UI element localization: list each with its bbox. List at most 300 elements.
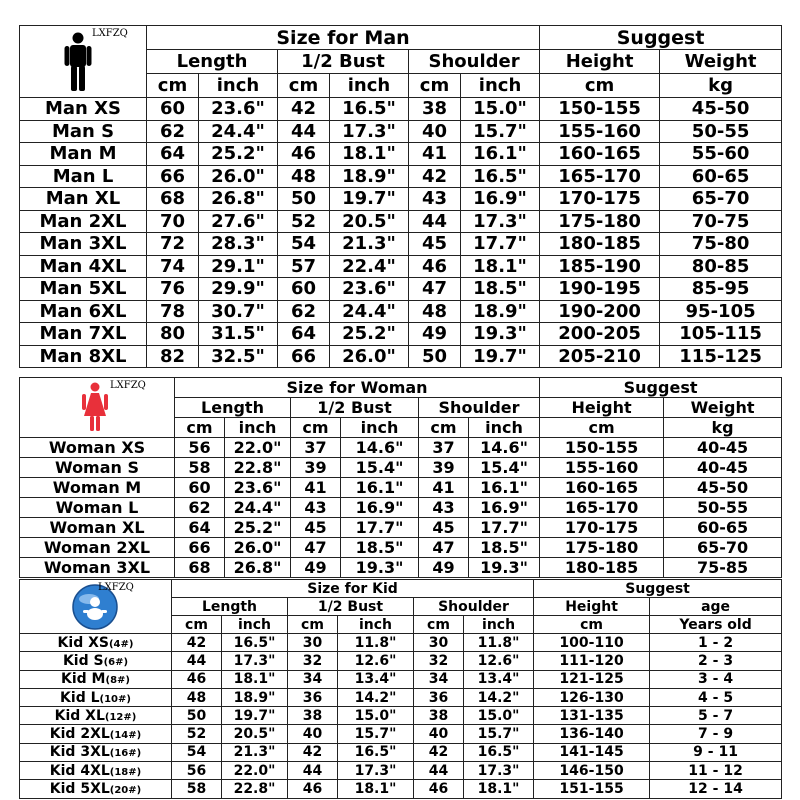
measurement-cell: 16.5" [461, 165, 540, 188]
measurement-cell: 48 [409, 300, 461, 323]
measurement-cell: 60 [147, 98, 199, 121]
kid-group-header: Length [172, 598, 288, 616]
measurement-cell: 24.4" [225, 498, 291, 518]
table-row [20, 558, 782, 578]
size-label [20, 780, 172, 798]
measurement-cell: 40-45 [664, 458, 782, 478]
measurement-cell: 41 [419, 478, 469, 498]
measurement-cell: 80 [147, 323, 199, 346]
man-title: Size for Man [147, 26, 540, 50]
measurement-cell: 66 [147, 165, 199, 188]
table-row [20, 743, 782, 761]
unit-header: kg [664, 418, 782, 438]
measurement-cell: 11.8" [464, 634, 534, 652]
size-label [20, 98, 147, 121]
measurement-cell: 165-170 [540, 165, 660, 188]
size-name: Woman XL [49, 518, 145, 537]
size-label [20, 634, 172, 652]
size-label [20, 707, 172, 725]
measurement-cell: 58 [175, 458, 225, 478]
kid-size-rows [20, 634, 782, 799]
measurement-cell: 60-65 [660, 165, 782, 188]
measurement-cell: 62 [147, 120, 199, 143]
size-label [20, 188, 147, 211]
size-name: Woman 2XL [43, 538, 151, 557]
measurement-cell: 16.9" [461, 188, 540, 211]
woman-group-header: Height [540, 398, 664, 418]
size-label [20, 143, 147, 166]
measurement-cell: 45 [409, 233, 461, 256]
measurement-cell: 62 [278, 300, 330, 323]
woman-logo-cell [20, 378, 175, 438]
measurement-cell: 55-60 [660, 143, 782, 166]
size-name: Man 6XL [39, 300, 127, 322]
size-name: Man L [52, 165, 114, 187]
measurement-cell: 38 [409, 98, 461, 121]
measurement-cell: 80-85 [660, 255, 782, 278]
measurement-cell: 49 [419, 558, 469, 578]
brand-label: LXFZQ [110, 380, 146, 391]
size-name: Kid S [62, 652, 104, 669]
size-name: Man 7XL [39, 323, 127, 345]
measurement-cell: 205-210 [540, 345, 660, 368]
size-name: Man S [51, 120, 115, 142]
measurement-cell: 190-195 [540, 278, 660, 301]
measurement-cell: 30 [414, 634, 464, 652]
unit-header: inch [461, 74, 540, 98]
measurement-cell: 146-150 [534, 762, 650, 780]
size-name: Man 8XL [39, 345, 127, 367]
measurement-cell: 18.5" [341, 538, 419, 558]
woman-suggest-title: Suggest [540, 378, 782, 398]
measurement-cell: 41 [291, 478, 341, 498]
table-row [20, 323, 782, 346]
kid-size-table [19, 579, 782, 799]
size-label [20, 743, 172, 761]
measurement-cell: 68 [147, 188, 199, 211]
measurement-cell: 18.1" [222, 670, 288, 688]
measurement-cell: 23.6" [225, 478, 291, 498]
measurement-cell: 150-155 [540, 98, 660, 121]
measurement-cell: 26.8" [199, 188, 278, 211]
unit-header: cm [288, 616, 338, 634]
measurement-cell: 65-70 [664, 538, 782, 558]
measurement-cell: 65-70 [660, 188, 782, 211]
man-size-table [19, 25, 782, 368]
measurement-cell: 16.5" [338, 743, 414, 761]
measurement-cell: 190-200 [540, 300, 660, 323]
brand-label: LXFZQ [98, 582, 134, 593]
measurement-cell: 30.7" [199, 300, 278, 323]
measurement-cell: 40 [414, 725, 464, 743]
man-suggest-title: Suggest [540, 26, 782, 50]
measurement-cell: 19.3" [341, 558, 419, 578]
measurement-cell: 18.1" [330, 143, 409, 166]
measurement-cell: 44 [288, 762, 338, 780]
size-label [20, 558, 175, 578]
size-code: (6#) [103, 656, 129, 668]
measurement-cell: 17.7" [469, 518, 540, 538]
measurement-cell: 16.1" [469, 478, 540, 498]
size-code: (8#) [105, 675, 130, 687]
table-row [20, 707, 782, 725]
measurement-cell: 25.2" [330, 323, 409, 346]
unit-header: inch [222, 616, 288, 634]
measurement-cell: 25.2" [199, 143, 278, 166]
size-name: Woman M [52, 478, 142, 497]
measurement-cell: 25.2" [225, 518, 291, 538]
measurement-cell: 36 [414, 688, 464, 706]
unit-header: inch [199, 74, 278, 98]
size-label [20, 688, 172, 706]
measurement-cell: 50-55 [660, 120, 782, 143]
measurement-cell: 19.7" [461, 345, 540, 368]
measurement-cell: 24.4" [330, 300, 409, 323]
measurement-cell: 60-65 [664, 518, 782, 538]
table-row [20, 478, 782, 498]
measurement-cell: 180-185 [540, 558, 664, 578]
size-name: Man 5XL [39, 278, 127, 300]
table-row [20, 98, 782, 121]
size-name: Woman 3XL [43, 558, 151, 577]
measurement-cell: 64 [147, 143, 199, 166]
measurement-cell: 17.3" [222, 652, 288, 670]
table-row [20, 688, 782, 706]
measurement-cell: 75-80 [660, 233, 782, 256]
measurement-cell: 44 [414, 762, 464, 780]
table-row [20, 345, 782, 368]
size-name: Kid 4XL [49, 762, 110, 779]
size-code: (20#) [109, 785, 142, 797]
measurement-cell: 19.3" [469, 558, 540, 578]
unit-header: cm [278, 74, 330, 98]
woman-group-header: 1/2 Bust [291, 398, 419, 418]
measurement-cell: 70-75 [660, 210, 782, 233]
size-name: Kid 2XL [49, 726, 110, 743]
measurement-cell: 12 - 14 [650, 780, 782, 798]
measurement-cell: 16.5" [330, 98, 409, 121]
size-name: Kid XL [54, 707, 105, 724]
size-name: Man XL [45, 188, 121, 210]
size-label [20, 120, 147, 143]
table-row [20, 518, 782, 538]
measurement-cell: 17.7" [461, 233, 540, 256]
measurement-cell: 180-185 [540, 233, 660, 256]
measurement-cell: 42 [409, 165, 461, 188]
unit-header: cm [172, 616, 222, 634]
measurement-cell: 18.5" [469, 538, 540, 558]
measurement-cell: 24.4" [199, 120, 278, 143]
brand-label: LXFZQ [92, 28, 128, 39]
size-name: Man 2XL [39, 210, 127, 232]
measurement-cell: 15.0" [464, 707, 534, 725]
measurement-cell: 16.9" [341, 498, 419, 518]
measurement-cell: 23.6" [330, 278, 409, 301]
table-row [20, 780, 782, 798]
measurement-cell: 151-155 [534, 780, 650, 798]
measurement-cell: 48 [278, 165, 330, 188]
size-name: Man M [49, 143, 117, 165]
measurement-cell: 64 [278, 323, 330, 346]
measurement-cell: 121-125 [534, 670, 650, 688]
measurement-cell: 95-105 [660, 300, 782, 323]
measurement-cell: 38 [414, 707, 464, 725]
measurement-cell: 1 - 2 [650, 634, 782, 652]
measurement-cell: 49 [409, 323, 461, 346]
table-row [20, 165, 782, 188]
measurement-cell: 44 [172, 652, 222, 670]
measurement-cell: 31.5" [199, 323, 278, 346]
measurement-cell: 22.0" [225, 438, 291, 458]
size-label [20, 255, 147, 278]
size-label [20, 458, 175, 478]
measurement-cell: 16.9" [469, 498, 540, 518]
measurement-cell: 60 [175, 478, 225, 498]
unit-header: cm [414, 616, 464, 634]
measurement-cell: 46 [409, 255, 461, 278]
unit-header: kg [660, 74, 782, 98]
measurement-cell: 54 [278, 233, 330, 256]
measurement-cell: 7 - 9 [650, 725, 782, 743]
unit-header: Years old [650, 616, 782, 634]
measurement-cell: 34 [288, 670, 338, 688]
measurement-cell: 47 [409, 278, 461, 301]
measurement-cell: 19.3" [461, 323, 540, 346]
woman-size-rows [20, 438, 782, 578]
measurement-cell: 60 [278, 278, 330, 301]
measurement-cell: 29.9" [199, 278, 278, 301]
size-code: (4#) [108, 638, 134, 650]
size-name: Man 4XL [39, 255, 127, 277]
measurement-cell: 185-190 [540, 255, 660, 278]
measurement-cell: 9 - 11 [650, 743, 782, 761]
measurement-cell: 45 [291, 518, 341, 538]
measurement-cell: 40 [288, 725, 338, 743]
measurement-cell: 50 [172, 707, 222, 725]
unit-header: inch [469, 418, 540, 438]
measurement-cell: 21.3" [330, 233, 409, 256]
kid-group-header: Height [534, 598, 650, 616]
measurement-cell: 11 - 12 [650, 762, 782, 780]
measurement-cell: 14.6" [341, 438, 419, 458]
measurement-cell: 5 - 7 [650, 707, 782, 725]
table-row [20, 120, 782, 143]
size-label [20, 210, 147, 233]
measurement-cell: 11.8" [338, 634, 414, 652]
measurement-cell: 42 [288, 743, 338, 761]
size-label [20, 345, 147, 368]
measurement-cell: 29.1" [199, 255, 278, 278]
kid-group-header: 1/2 Bust [288, 598, 414, 616]
kid-group-header: age [650, 598, 782, 616]
size-label [20, 652, 172, 670]
measurement-cell: 76 [147, 278, 199, 301]
size-code: (16#) [109, 748, 142, 760]
measurement-cell: 70 [147, 210, 199, 233]
size-name: Kid XS [57, 634, 109, 651]
measurement-cell: 40-45 [664, 438, 782, 458]
measurement-cell: 18.5" [461, 278, 540, 301]
measurement-cell: 64 [175, 518, 225, 538]
measurement-cell: 18.1" [464, 780, 534, 798]
measurement-cell: 75-85 [664, 558, 782, 578]
unit-header: cm [534, 616, 650, 634]
man-group-header: Length [147, 50, 278, 74]
measurement-cell: 175-180 [540, 210, 660, 233]
unit-header: inch [464, 616, 534, 634]
measurement-cell: 16.5" [464, 743, 534, 761]
measurement-cell: 20.5" [222, 725, 288, 743]
measurement-cell: 42 [172, 634, 222, 652]
measurement-cell: 15.0" [461, 98, 540, 121]
measurement-cell: 28.3" [199, 233, 278, 256]
unit-header: inch [338, 616, 414, 634]
measurement-cell: 131-135 [534, 707, 650, 725]
measurement-cell: 160-165 [540, 478, 664, 498]
measurement-cell: 50 [278, 188, 330, 211]
table-row [20, 538, 782, 558]
kid-title: Size for Kid [172, 580, 534, 598]
woman-figure-icon [82, 382, 108, 432]
measurement-cell: 18.9" [222, 688, 288, 706]
measurement-cell: 43 [419, 498, 469, 518]
woman-group-header: Length [175, 398, 291, 418]
woman-size-table [19, 377, 782, 578]
measurement-cell: 155-160 [540, 120, 660, 143]
measurement-cell: 42 [414, 743, 464, 761]
man-group-header: 1/2 Bust [278, 50, 409, 74]
unit-header: cm [540, 74, 660, 98]
measurement-cell: 44 [278, 120, 330, 143]
measurement-cell: 56 [175, 438, 225, 458]
measurement-cell: 78 [147, 300, 199, 323]
measurement-cell: 16.1" [461, 143, 540, 166]
unit-header: inch [341, 418, 419, 438]
measurement-cell: 12.6" [464, 652, 534, 670]
measurement-cell: 18.1" [461, 255, 540, 278]
measurement-cell: 19.7" [222, 707, 288, 725]
size-code: (12#) [104, 711, 137, 723]
measurement-cell: 126-130 [534, 688, 650, 706]
measurement-cell: 3 - 4 [650, 670, 782, 688]
measurement-cell: 17.3" [464, 762, 534, 780]
measurement-cell: 17.3" [338, 762, 414, 780]
measurement-cell: 49 [291, 558, 341, 578]
measurement-cell: 82 [147, 345, 199, 368]
measurement-cell: 57 [278, 255, 330, 278]
measurement-cell: 32.5" [199, 345, 278, 368]
measurement-cell: 15.4" [341, 458, 419, 478]
woman-group-header: Shoulder [419, 398, 540, 418]
measurement-cell: 18.9" [330, 165, 409, 188]
measurement-cell: 150-155 [540, 438, 664, 458]
measurement-cell: 48 [172, 688, 222, 706]
table-row [20, 300, 782, 323]
measurement-cell: 52 [172, 725, 222, 743]
measurement-cell: 34 [414, 670, 464, 688]
measurement-cell: 52 [278, 210, 330, 233]
size-label [20, 498, 175, 518]
size-label [20, 233, 147, 256]
man-group-header: Weight [660, 50, 782, 74]
size-name: Woman S [54, 458, 140, 477]
table-row [20, 255, 782, 278]
measurement-cell: 17.3" [330, 120, 409, 143]
table-row [20, 143, 782, 166]
measurement-cell: 165-170 [540, 498, 664, 518]
measurement-cell: 15.7" [464, 725, 534, 743]
measurement-cell: 45-50 [660, 98, 782, 121]
measurement-cell: 160-165 [540, 143, 660, 166]
man-figure-icon [64, 32, 92, 92]
measurement-cell: 32 [414, 652, 464, 670]
kid-group-header: Shoulder [414, 598, 534, 616]
table-row [20, 762, 782, 780]
size-label [20, 725, 172, 743]
measurement-cell: 16.1" [341, 478, 419, 498]
measurement-cell: 136-140 [534, 725, 650, 743]
woman-group-header: Weight [664, 398, 782, 418]
measurement-cell: 37 [291, 438, 341, 458]
measurement-cell: 26.0" [330, 345, 409, 368]
measurement-cell: 39 [419, 458, 469, 478]
measurement-cell: 46 [414, 780, 464, 798]
measurement-cell: 111-120 [534, 652, 650, 670]
measurement-cell: 17.3" [461, 210, 540, 233]
woman-title: Size for Woman [175, 378, 540, 398]
measurement-cell: 85-95 [660, 278, 782, 301]
size-label [20, 478, 175, 498]
measurement-cell: 175-180 [540, 538, 664, 558]
measurement-cell: 22.0" [222, 762, 288, 780]
measurement-cell: 47 [291, 538, 341, 558]
measurement-cell: 15.7" [338, 725, 414, 743]
size-name: Kid M [61, 671, 106, 688]
unit-header: cm [419, 418, 469, 438]
measurement-cell: 170-175 [540, 518, 664, 538]
table-row [20, 652, 782, 670]
table-row [20, 233, 782, 256]
measurement-cell: 18.9" [461, 300, 540, 323]
measurement-cell: 155-160 [540, 458, 664, 478]
size-label [20, 278, 147, 301]
measurement-cell: 16.5" [222, 634, 288, 652]
measurement-cell: 170-175 [540, 188, 660, 211]
measurement-cell: 38 [288, 707, 338, 725]
measurement-cell: 105-115 [660, 323, 782, 346]
measurement-cell: 15.4" [469, 458, 540, 478]
measurement-cell: 54 [172, 743, 222, 761]
size-code: (10#) [99, 693, 131, 705]
measurement-cell: 37 [419, 438, 469, 458]
table-row [20, 498, 782, 518]
measurement-cell: 40 [409, 120, 461, 143]
size-label [20, 670, 172, 688]
measurement-cell: 74 [147, 255, 199, 278]
measurement-cell: 43 [291, 498, 341, 518]
measurement-cell: 15.0" [338, 707, 414, 725]
measurement-cell: 100-110 [534, 634, 650, 652]
size-label [20, 762, 172, 780]
measurement-cell: 23.6" [199, 98, 278, 121]
measurement-cell: 46 [172, 670, 222, 688]
measurement-cell: 46 [278, 143, 330, 166]
measurement-cell: 50 [409, 345, 461, 368]
measurement-cell: 45-50 [664, 478, 782, 498]
measurement-cell: 62 [175, 498, 225, 518]
size-label [20, 165, 147, 188]
kid-logo-cell [20, 580, 172, 634]
